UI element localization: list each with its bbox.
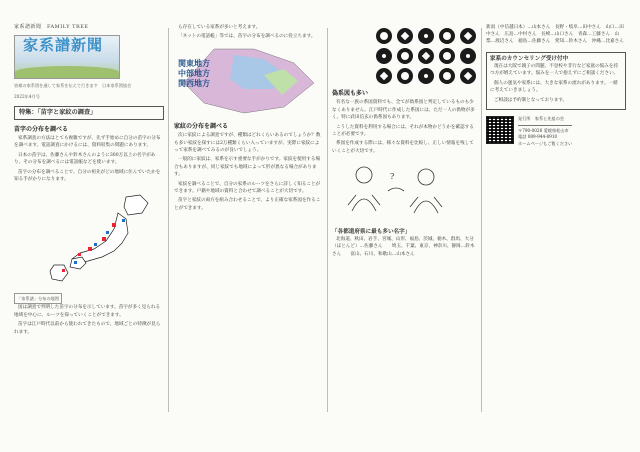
section-heading: 家系のカウンセリング受け付中 (490, 55, 569, 62)
counseling-box (486, 52, 626, 110)
paragraph: 個人の運気や家系には、大きな家系の流れがあります。一緒に考えていきましょう。 (490, 80, 618, 94)
family-crest-icon (397, 68, 413, 84)
paragraph: 次に家紋による調査ですが、種類はどれくらいあるのでしょうか？数も多い家紋を探すには2万種類くらい入っていますが、実際に家紋によって家系を調べてみるのが良いでしょう。 (174, 133, 321, 154)
paragraph: 有名な一族の系図資料でも、全てが偽系図と判定しているものも少なくありません。江戸時代に作成した系図には、ただ一人の偽物が多く、特に武田信玄の偽系図もあります。 (332, 100, 475, 121)
family-crest-grid (376, 28, 476, 84)
masthead-hill-graphic (15, 66, 119, 78)
column-4 (486, 24, 626, 147)
footer-text (518, 116, 572, 147)
family-crest-icon (439, 68, 455, 84)
column-3 (332, 24, 476, 260)
paragraph: こうした資料を利用する場合には、それが本物かどうかを確認することが必要です。 (332, 124, 474, 138)
family-crest-icon (418, 48, 434, 64)
map-caption: 「家系譜」分布の地図 (14, 293, 62, 304)
family-crest-icon (460, 68, 476, 84)
family-crest-icon (439, 28, 455, 44)
family-crest-icon (376, 48, 392, 64)
paragraph: 現在は大阪で親子の問題、不登校や非行など家庭の悩みを持つ方が増えています。悩みを一人で抱えずにご相談ください。 (490, 64, 619, 77)
paragraph: 家系調査の方法はとても複雑ですが、先ず手始めに自分の苗字の分布を調べます。電話調査にかけるには、資料収集の問題にあります。 (14, 136, 161, 149)
region-map-figure (174, 45, 322, 117)
footer-line: 〒790-0026 愛媛県松山市 (518, 127, 569, 133)
region-label: 関東地方 (178, 58, 210, 68)
column-1 (14, 24, 164, 338)
column-divider (481, 28, 482, 412)
footer-line: 発行所 家系と先祖の会 (518, 116, 565, 122)
footer-block (486, 116, 626, 147)
masthead-subtitle: 皆様の家系図を通して家系を伝えて行きます 日本家系図協会 (14, 83, 132, 89)
family-crest-icon (460, 28, 476, 44)
family-crest-icon (397, 28, 413, 44)
paragraph: 苗字の分布を調べることで、自分の祖先がどの地域に住んでいたかを知る手がかりになります。 (14, 169, 161, 183)
family-crest-icon (376, 68, 392, 84)
footer-line: ホームページもご覧ください (518, 140, 573, 146)
family-crest-icon (397, 48, 413, 64)
family-crest-icon (376, 28, 392, 44)
paragraph: ご相談は予約制となっております。 (494, 97, 568, 103)
family-crest-icon (460, 48, 476, 64)
family-crest-icon (418, 28, 434, 44)
column-divider (168, 28, 169, 412)
footer-rule (518, 125, 572, 126)
feature-title: 特集：「苗字と家紋の調査」 (14, 106, 164, 119)
paragraph: 「ネットの電話帳」等では、苗字の分布を調べるのに役立ちます。 (178, 34, 316, 40)
masthead-logo (14, 35, 120, 79)
paragraph: 苗字は江戸時代以前から使われてきたもので、地域ごとの特徴が見られます。 (14, 322, 161, 335)
issue-date: 2022年4月号 (14, 93, 40, 99)
paragraph: 図は調査で判明した苗字の分布を示しています。苗字が多く見られる地域を中心に、ルーツを探っていくことができます。 (14, 305, 161, 318)
paragraph: 苗字と家紋の両方を組み合わせることで、より正確な家系図を作ることができます。 (174, 198, 321, 211)
column-divider (327, 28, 328, 412)
people-illustration (332, 161, 462, 221)
footer-line: 電話 089-944-8910 (518, 134, 558, 140)
masthead-title: 家系譜新聞 (23, 36, 104, 55)
section-heading: 「各都道府県に最も多い名字」 (332, 228, 411, 235)
paragraph: 北海道、秋田、岩手、宮城、山形、福島、茨城、栃木、群馬、大分（ほとんど）…佐藤さん 埼玉、千葉、東京、神奈川、静岡…鈴木さん 富山、石川、和歌山…山本さん (332, 237, 475, 257)
paragraph: 家紋を調べることで、自分の家系のルーツをさらに詳しく知ることができます。戸籍や地域の資料と合わせて調べることが大切です。 (174, 181, 321, 195)
svg-text:?: ? (390, 172, 395, 182)
paragraph: ら存在している家系が多いと考えます。 (178, 25, 261, 30)
region-label: 中部地方 (178, 68, 210, 78)
region-label: 関西地方 (178, 78, 210, 88)
section-heading: 家紋の分布を調べる (174, 122, 229, 130)
japan-map-figure (14, 189, 162, 285)
paragraph: 日本の苗字は、佐藤さんや鈴木さんのように300万以上の名字があり、その分布を調べるには電話帳などを使います。 (14, 152, 156, 166)
paragraph: 系図を作成する際には、様々な資料を比較し、正しい情報を残していくことが大切です。 (332, 141, 474, 154)
family-crest-icon (439, 48, 455, 64)
masthead-small: 家系譜新聞 FAMILY TREE (14, 24, 89, 30)
section-heading: 偽系図も多い (332, 90, 369, 97)
family-crest-icon (418, 68, 434, 84)
surname-list: 新潟（中信越日本）…山本さん 長野・岐阜…田中さん 山口…田中さん 広島…中村さん 長崎…山口さん 青森…工藤さん 山梨…渡辺さん 徳島…佐藤さん 愛知…鈴木さん 沖縄…比嘉さん (486, 25, 624, 45)
qr-code-icon (486, 116, 514, 144)
column-2 (174, 24, 322, 214)
paragraph: 一般的に家紋は、家系を示す重要な手がかりです。家紋を使用する場合もありますが、同じ家紋でも地域によって形が異なる場合があります。 (174, 157, 321, 178)
section-heading: 苗字の分布を調べる (14, 125, 69, 133)
